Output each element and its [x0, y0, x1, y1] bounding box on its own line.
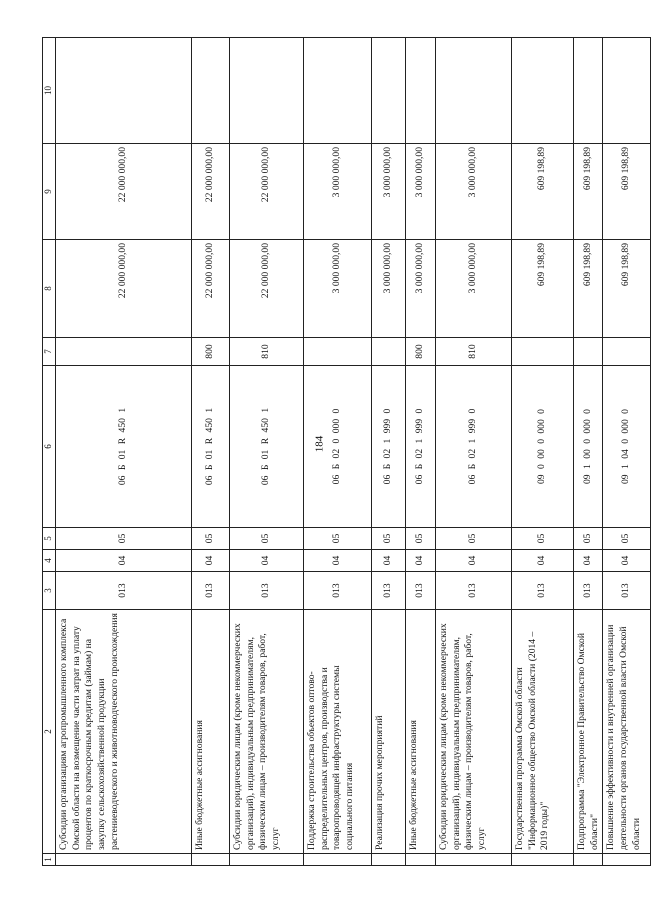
item-name-cell: Иные бюджетные ассигнования	[406, 610, 436, 854]
amount-3-cell	[512, 38, 574, 144]
target-article-cell: 06 Б 01 R 450 1	[192, 366, 230, 528]
row-number-cell	[603, 854, 651, 866]
header-cell: 1	[43, 854, 56, 866]
item-name-cell: Субсидии организациям агропромышленного комплекса Омской области на возмещение части затрат на уплату процентов по краткосрочным кредитам (займам) на закупку сельскохозяйственной продукции растениеводческого и животноводческого происхождения	[56, 610, 192, 854]
row-number-cell	[436, 854, 512, 866]
subsection-code-cell: 05	[436, 528, 512, 550]
amount-3-cell	[230, 38, 304, 144]
header-cell: 7	[43, 338, 56, 366]
expense-type-cell	[603, 338, 651, 366]
amount-cell: 22 000 000,00	[230, 240, 304, 338]
ministry-code-cell: 013	[406, 572, 436, 610]
item-name-cell: Реализация прочих мероприятий	[372, 610, 406, 854]
section-code-cell: 04	[512, 550, 574, 572]
item-name-cell: Государственная программа Омской области "Информационное общество Омской области (2014 – 2019 годы)"	[512, 610, 574, 854]
table-row	[512, 38, 574, 866]
header-row	[43, 38, 56, 866]
row-number-cell	[304, 854, 372, 866]
header-cell: 2	[43, 610, 56, 854]
section-code-cell: 04	[230, 550, 304, 572]
item-name-cell: Иные бюджетные ассигнования	[192, 610, 230, 854]
section-code-cell: 04	[56, 550, 192, 572]
expense-type-cell: 810	[436, 338, 512, 366]
row-number-cell	[406, 854, 436, 866]
amount-3-cell	[56, 38, 192, 144]
table-row	[406, 38, 436, 866]
target-article-cell: 06 Б 01 R 450 1	[56, 366, 192, 528]
target-article-cell: 06 Б 02 1 999 0	[436, 366, 512, 528]
subsection-code-cell: 05	[230, 528, 304, 550]
amount-cell: 3 000 000,00	[406, 240, 436, 338]
amount-2-cell: 22 000 000,00	[56, 144, 192, 240]
amount-2-cell: 609 198,89	[574, 144, 603, 240]
subsection-code-cell: 05	[603, 528, 651, 550]
amount-2-cell: 22 000 000,00	[230, 144, 304, 240]
amount-cell: 22 000 000,00	[56, 240, 192, 338]
target-article-cell: 09 0 00 0 000 0	[512, 366, 574, 528]
amount-cell: 3 000 000,00	[372, 240, 406, 338]
section-code-cell: 04	[574, 550, 603, 572]
amount-cell: 609 198,89	[603, 240, 651, 338]
row-number-cell	[230, 854, 304, 866]
ministry-code-cell: 013	[372, 572, 406, 610]
row-number-cell	[192, 854, 230, 866]
ministry-code-cell: 013	[436, 572, 512, 610]
section-code-cell: 04	[406, 550, 436, 572]
row-number-cell	[56, 854, 192, 866]
ministry-code-cell: 013	[512, 572, 574, 610]
amount-2-cell: 609 198,89	[603, 144, 651, 240]
page-number: 184	[313, 435, 326, 453]
table-row	[372, 38, 406, 866]
expense-type-cell	[372, 338, 406, 366]
amount-2-cell: 609 198,89	[512, 144, 574, 240]
subsection-code-cell: 05	[56, 528, 192, 550]
amount-3-cell	[406, 38, 436, 144]
amount-3-cell	[603, 38, 651, 144]
item-name-cell: Повышение эффективности и внутренней организации деятельности органов государственной власти Омской области	[603, 610, 651, 854]
ministry-code-cell: 013	[230, 572, 304, 610]
target-article-cell: 06 Б 02 0 000 0	[304, 366, 372, 528]
header-cell: 9	[43, 144, 56, 240]
section-code-cell: 04	[436, 550, 512, 572]
header-cell: 3	[43, 572, 56, 610]
header-cell: 4	[43, 550, 56, 572]
expense-type-cell	[56, 338, 192, 366]
table-row	[56, 38, 192, 866]
item-name-cell: Субсидии юридическим лицам (кроме некоммерческих организаций), индивидуальным предпринимателям, физическим лицам – производителям товаров, работ, услуг	[230, 610, 304, 854]
ministry-code-cell: 013	[574, 572, 603, 610]
item-name-cell: Поддержка строительства объектов оптово-распределительных центров, производства и товаропроводящей инфраструктуры системы социального питания	[304, 610, 372, 854]
amount-cell: 3 000 000,00	[436, 240, 512, 338]
table-row	[603, 38, 651, 866]
row-number-cell	[512, 854, 574, 866]
expense-type-cell: 800	[192, 338, 230, 366]
amount-cell: 609 198,89	[574, 240, 603, 338]
target-article-cell: 06 Б 02 1 999 0	[406, 366, 436, 528]
subsection-code-cell: 05	[192, 528, 230, 550]
table-row	[304, 38, 372, 866]
target-article-cell: 09 1 04 0 000 0	[603, 366, 651, 528]
subsection-code-cell: 05	[574, 528, 603, 550]
subsection-code-cell: 05	[512, 528, 574, 550]
ministry-code-cell: 013	[304, 572, 372, 610]
subsection-code-cell: 05	[372, 528, 406, 550]
amount-3-cell	[304, 38, 372, 144]
table-row	[436, 38, 512, 866]
amount-3-cell	[436, 38, 512, 144]
amount-cell: 609 198,89	[512, 240, 574, 338]
item-name-cell: Подпрограмма "Электронное Правительство Омской области"	[574, 610, 603, 854]
section-code-cell: 04	[192, 550, 230, 572]
amount-2-cell: 3 000 000,00	[372, 144, 406, 240]
ministry-code-cell: 013	[56, 572, 192, 610]
row-number-cell	[372, 854, 406, 866]
ministry-code-cell: 013	[192, 572, 230, 610]
table-row	[230, 38, 304, 866]
header-cell: 6	[43, 366, 56, 528]
expense-type-cell	[574, 338, 603, 366]
header-cell: 5	[43, 528, 56, 550]
amount-2-cell: 3 000 000,00	[406, 144, 436, 240]
amount-2-cell: 22 000 000,00	[192, 144, 230, 240]
table-row	[574, 38, 603, 866]
header-cell: 8	[43, 240, 56, 338]
section-code-cell: 04	[603, 550, 651, 572]
expense-type-cell	[512, 338, 574, 366]
budget-table	[42, 37, 651, 866]
amount-3-cell	[574, 38, 603, 144]
ministry-code-cell: 013	[603, 572, 651, 610]
amount-3-cell	[192, 38, 230, 144]
subsection-code-cell: 05	[406, 528, 436, 550]
section-code-cell: 04	[372, 550, 406, 572]
amount-3-cell	[372, 38, 406, 144]
amount-2-cell: 3 000 000,00	[304, 144, 372, 240]
table-row	[192, 38, 230, 866]
row-number-cell	[574, 854, 603, 866]
target-article-cell: 06 Б 02 1 999 0	[372, 366, 406, 528]
amount-cell: 22 000 000,00	[192, 240, 230, 338]
expense-type-cell: 800	[406, 338, 436, 366]
subsection-code-cell: 05	[304, 528, 372, 550]
header-cell: 10	[43, 38, 56, 144]
amount-cell: 3 000 000,00	[304, 240, 372, 338]
table-body	[56, 38, 651, 866]
target-article-cell: 06 Б 01 R 450 1	[230, 366, 304, 528]
target-article-cell: 09 1 00 0 000 0	[574, 366, 603, 528]
item-name-cell: Субсидии юридическим лицам (кроме некоммерческих организаций), индивидуальным предпринимателям, физическим лицам – производителям товаров, работ, услуг	[436, 610, 512, 854]
expense-type-cell: 810	[230, 338, 304, 366]
expense-type-cell	[304, 338, 372, 366]
section-code-cell: 04	[304, 550, 372, 572]
amount-2-cell: 3 000 000,00	[436, 144, 512, 240]
rotated-page	[42, 38, 642, 866]
